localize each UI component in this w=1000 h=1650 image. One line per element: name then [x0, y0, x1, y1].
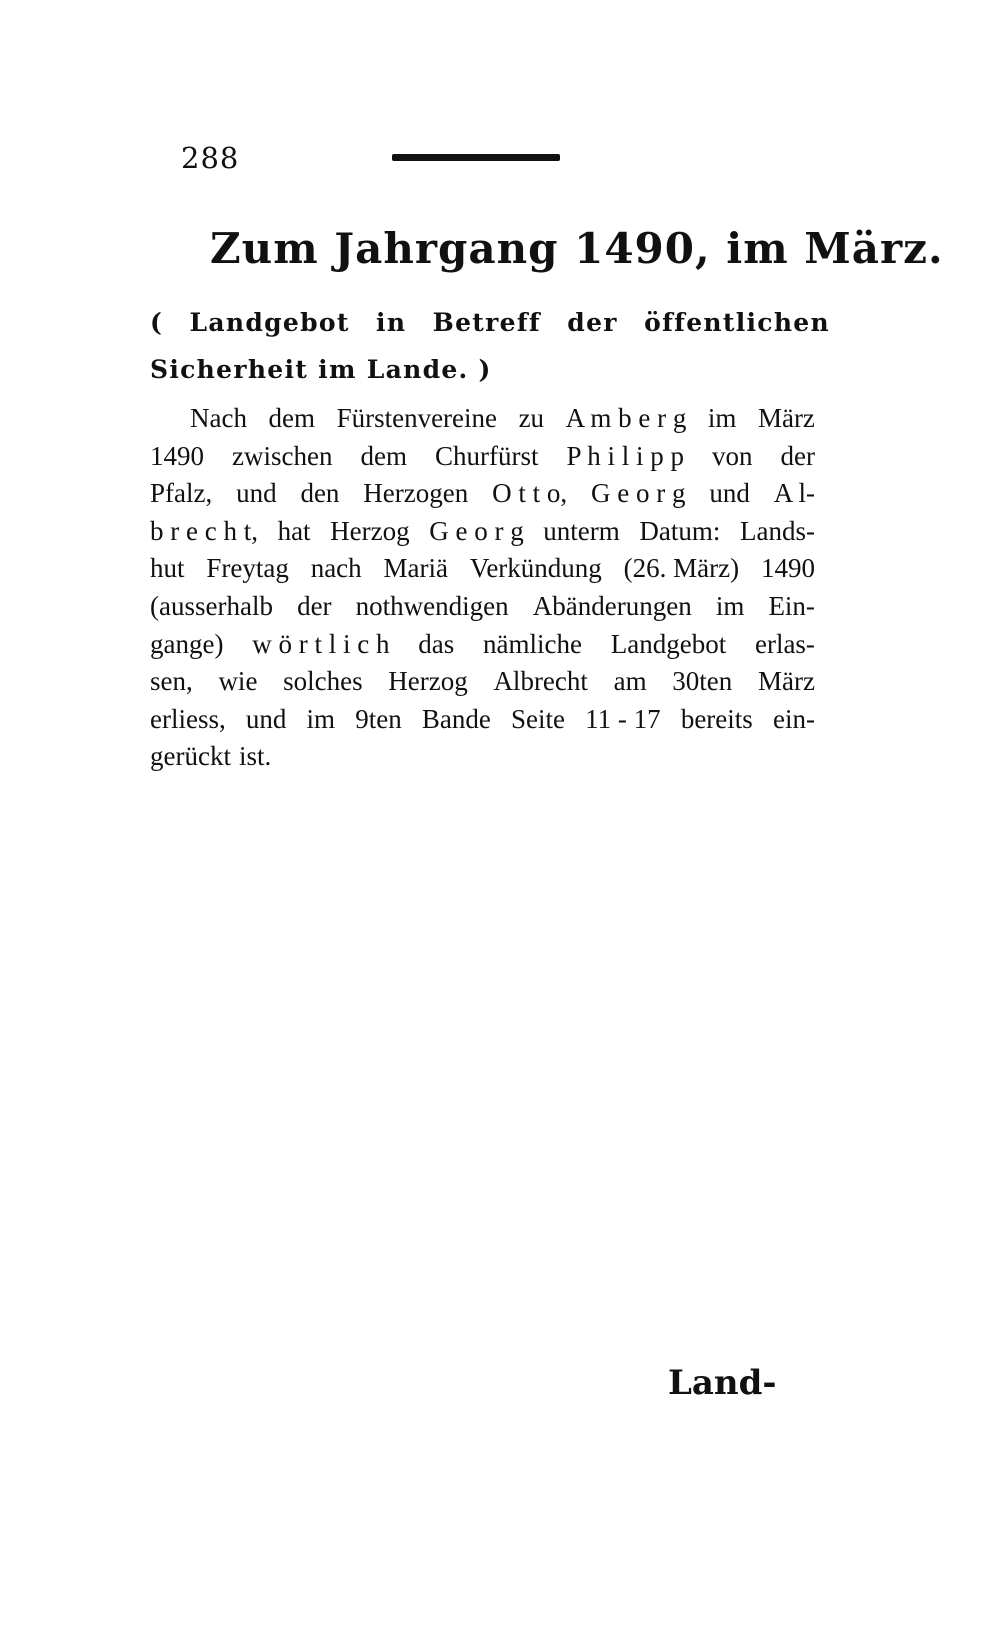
body-word: Datum:: [639, 515, 721, 546]
body-word: gange): [150, 628, 224, 659]
body-word: (ausserhalb: [150, 590, 273, 621]
body-word: und: [709, 478, 750, 509]
body-word: im: [715, 590, 745, 621]
body-word: dem: [360, 440, 407, 471]
body-word: hut: [150, 553, 185, 584]
header-rule: [392, 154, 560, 161]
body-word: und: [245, 703, 287, 734]
body-word: Nach: [190, 403, 247, 433]
body-word: G e o r g: [590, 478, 686, 509]
body-line: [150, 438, 815, 476]
body-word: Churfürst: [434, 440, 539, 471]
body-word: Albrecht: [493, 666, 588, 697]
body-word: im: [707, 403, 737, 433]
body-word: hat: [277, 515, 311, 546]
body-line: [150, 550, 815, 588]
body-word: Herzogen: [363, 478, 469, 509]
body-line: [150, 588, 815, 626]
body-line: [150, 400, 815, 438]
page-number: 288: [181, 141, 240, 175]
body-word: Lands-: [739, 515, 815, 546]
body-word: b r e c h t,: [150, 515, 258, 546]
body-word: ist.: [238, 741, 272, 772]
body-word: nach: [310, 553, 362, 584]
body-word: am: [613, 666, 647, 697]
body-word: ein-: [772, 703, 815, 734]
body-word: Verkündung: [469, 553, 602, 584]
body-word: Fürstenvereine: [336, 403, 498, 433]
body-word: zwischen: [232, 440, 333, 471]
body-word: und: [236, 478, 277, 509]
body-text: [150, 400, 815, 776]
body-word: Bande: [421, 703, 491, 734]
body-word: 1490: [760, 553, 815, 584]
body-word: wie: [218, 666, 258, 697]
body-line: [150, 738, 815, 776]
body-word: Herzog: [388, 666, 468, 697]
body-word: Herzog: [330, 515, 410, 546]
body-word: A m b e r g: [565, 403, 687, 433]
body-word: w ö r t l i c h: [252, 628, 390, 659]
body-word: der: [297, 590, 332, 621]
body-word: im: [306, 703, 336, 734]
section-subheading: ( Landgebot in Betreff der öffentlichen Sicherheit im Lande. ): [150, 308, 830, 384]
body-word: Pfalz,: [150, 478, 213, 509]
body-word: Seite: [511, 703, 566, 734]
body-word: erliess,: [150, 703, 226, 734]
body-word: Freytag: [206, 553, 289, 584]
body-line: [150, 626, 815, 664]
body-word: Mariä: [383, 553, 448, 584]
body-word: dem: [268, 403, 316, 433]
body-word: das: [418, 628, 455, 659]
body-word: (26. März): [623, 553, 740, 584]
body-word: A l-: [773, 478, 815, 509]
body-word: 11 - 17: [585, 703, 661, 734]
body-line: [150, 513, 815, 551]
body-word: der: [780, 440, 815, 471]
section-heading: Zum Jahrgang 1490, im März.: [210, 224, 944, 273]
body-word: nothwendigen: [355, 590, 509, 621]
body-word: G e o r g: [429, 515, 524, 546]
body-word: gerückt: [150, 741, 231, 772]
body-word: von: [712, 440, 753, 471]
body-word: solches: [283, 666, 363, 697]
body-word: den: [300, 478, 340, 509]
body-word: März: [757, 666, 815, 697]
body-word: März: [757, 403, 815, 433]
catchword: Land-: [668, 1363, 777, 1403]
body-word: unterm: [543, 515, 620, 546]
body-line: [150, 701, 815, 739]
body-word: O t t o,: [492, 478, 568, 509]
body-word: sen,: [150, 666, 193, 697]
body-word: Abänderungen: [532, 590, 692, 621]
body-line: [150, 475, 815, 513]
body-word: P h i l i p p: [566, 440, 684, 471]
body-word: 1490: [150, 440, 204, 471]
body-word: zu: [518, 403, 545, 433]
body-line: [150, 663, 815, 701]
body-word: 9ten: [355, 703, 402, 734]
body-word: Ein-: [768, 590, 815, 621]
body-word: bereits: [680, 703, 753, 734]
body-word: 30ten: [672, 666, 733, 697]
body-word: erlas-: [754, 628, 815, 659]
body-word: nämliche: [483, 628, 582, 659]
body-word: Landgebot: [610, 628, 727, 659]
